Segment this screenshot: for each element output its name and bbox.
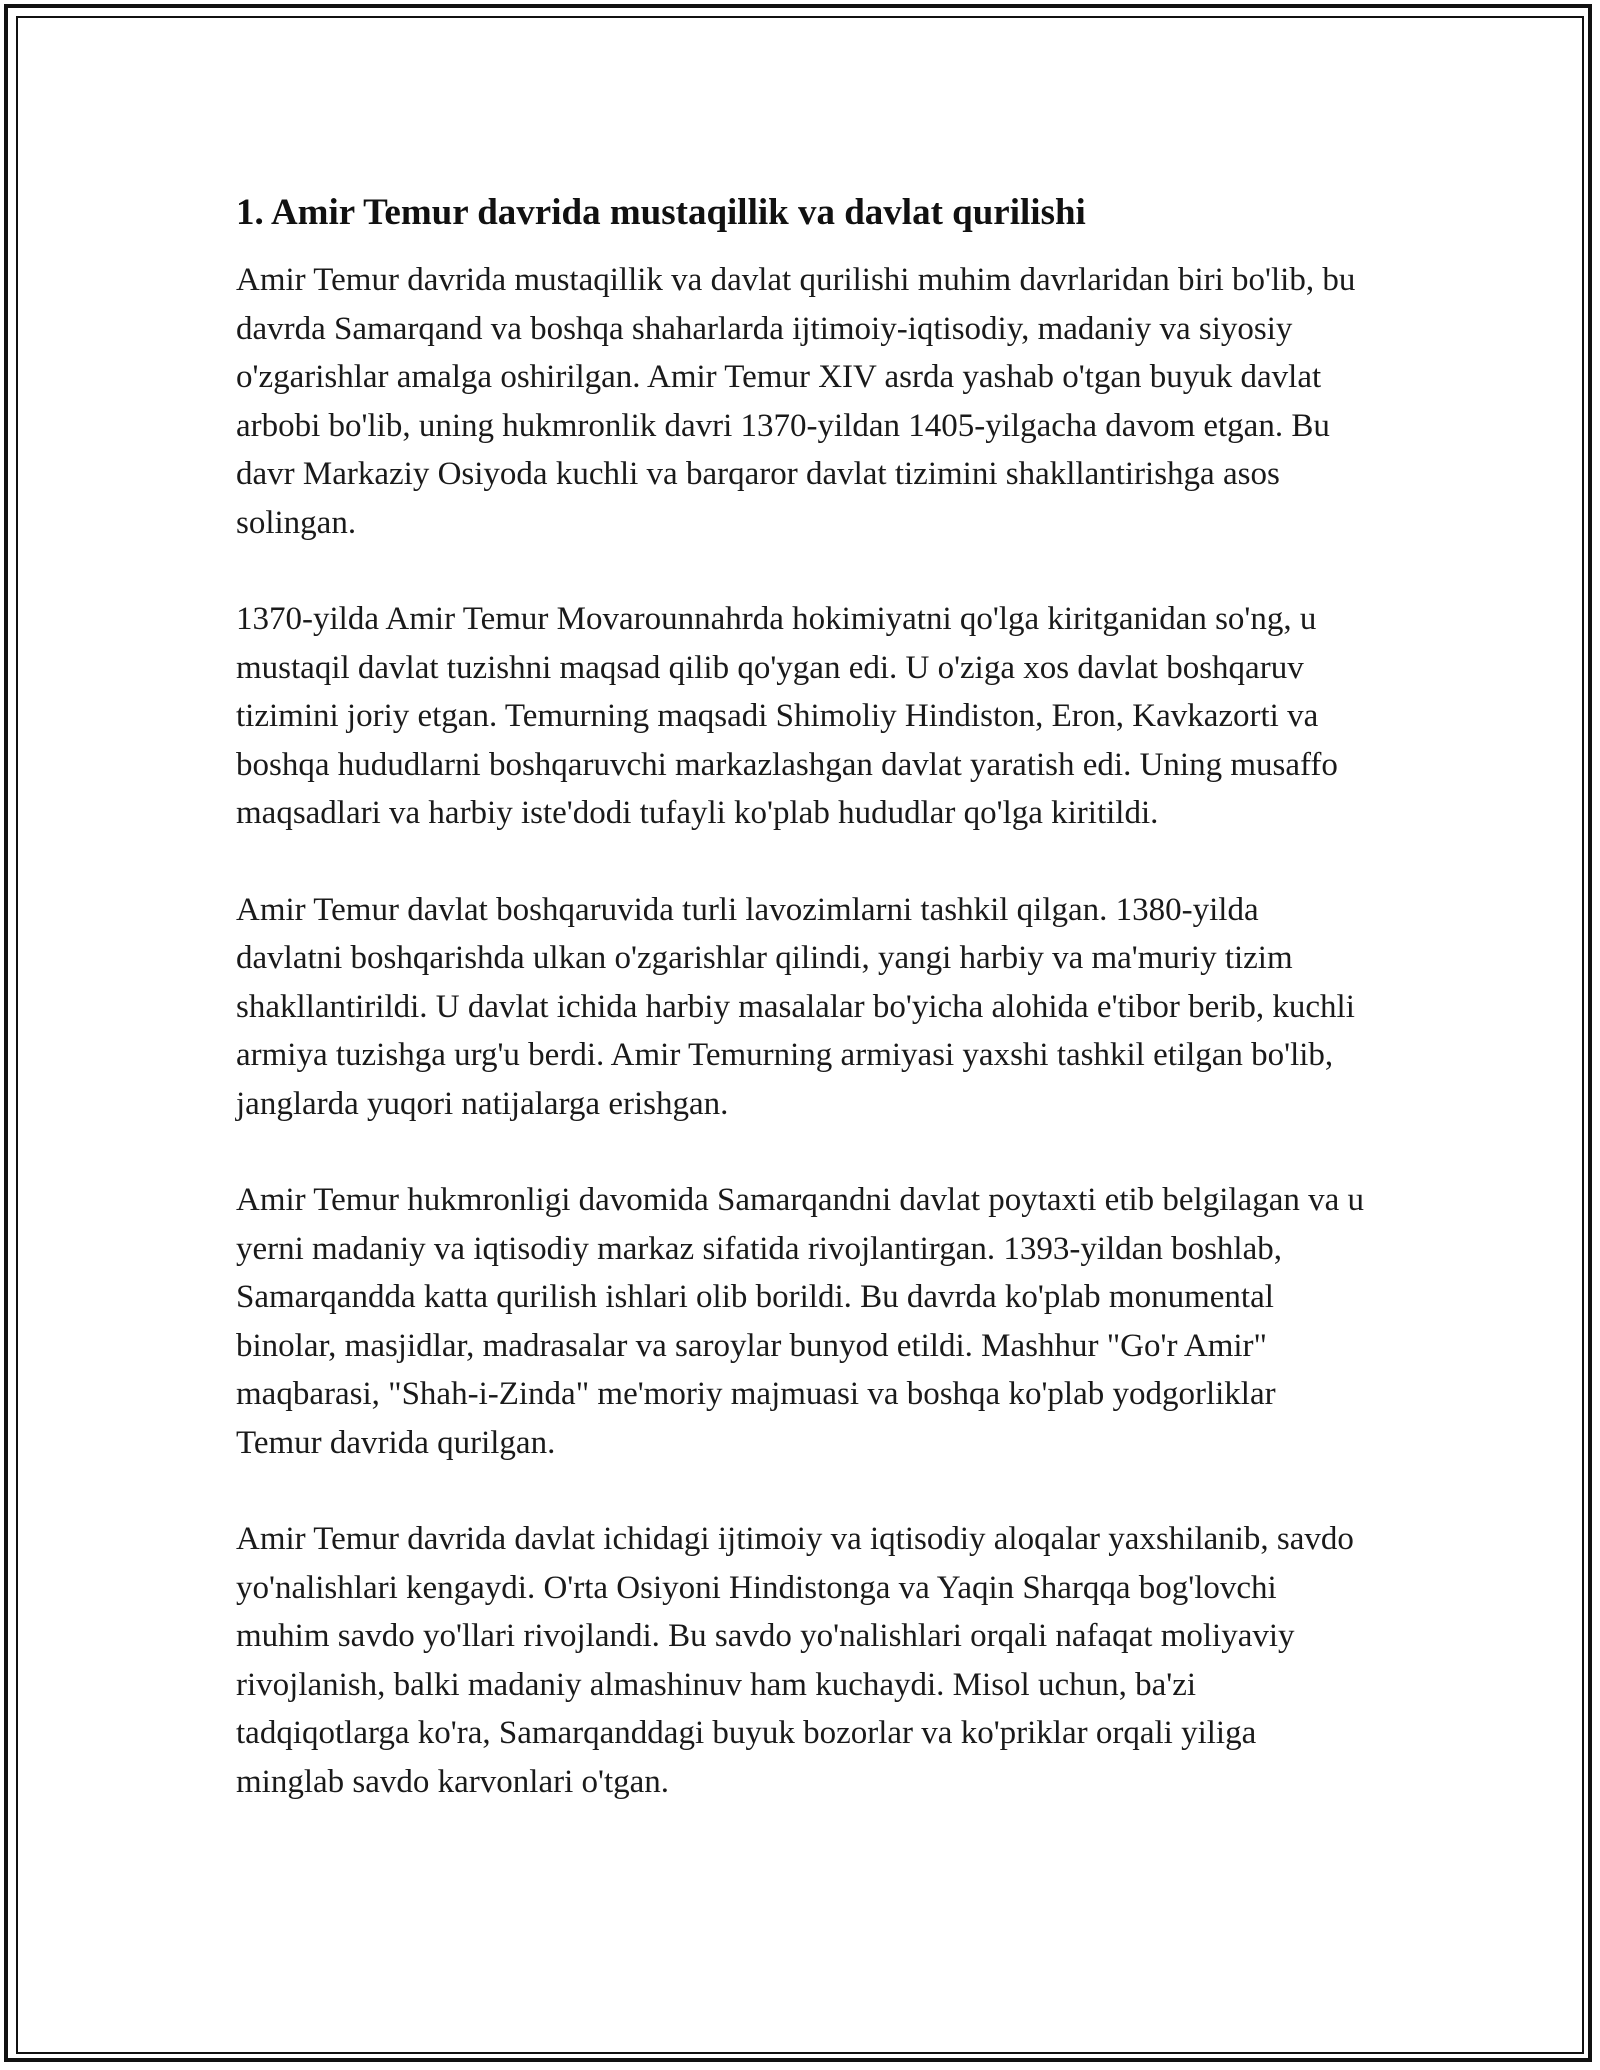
paragraph-5: Amir Temur davrida davlat ichidagi ijtimoiy va iqtisodiy aloqalar yaxshilanib, savdo yo'nalishlari kengaydi. O'rta Osiyoni Hindistonga va Yaqin Sharqqa bog'lovchi muhim savdo yo'llari rivojlandi. Bu savdo yo'nalishlari orqali nafaqat moliyaviy rivojlanish, balki madaniy almashinuv ham kuchaydi. Misol uchun, ba'zi tadqiqotlarga ko'ra, Samarqanddagi buyuk bozorlar va ko'priklar orqali yiliga minglab savdo karvonlari o'tgan. [236,1521,1354,1800]
paragraph-3: Amir Temur davlat boshqaruvida turli lavozimlarni tashkil qilgan. 1380-yilda davlatni boshqarishda ulkan o'zgarishlar qilindi, yangi harbiy va ma'muriy tizim shakllantirildi. U davlat ichida harbiy masalalar bo'yicha alohida e'tibor berib, kuchli armiya tuzishga urg'u berdi. Amir Temurning armiyasi yaxshi tashkil etilgan bo'lib, janglarda yuqori natijalarga erishgan. [236,891,1355,1122]
section-heading: 1. Amir Temur davrida mustaqillik va davlat qurilishi [236,192,1086,233]
paragraph-4: Amir Temur hukmronligi davomida Samarqandni davlat poytaxti etib belgilagan va u yerni madaniy va iqtisodiy markaz sifatida rivojlantirgan. 1393-yildan boshlab, Samarqandda katta qurilish ishlari olib borildi. Bu davrda ko'plab monumental binolar, masjidlar, madrasalar va saroylar bunyod etildi. Mashhur "Go'r Amir" maqbarasi, "Shah-i-Zinda" me'moriy majmuasi va boshqa ko'plab yodgorliklar Temur davrida qurilgan. [236,1182,1364,1461]
paragraph-1: Amir Temur davrida mustaqillik va davlat qurilishi muhim davrlaridan biri bo'lib, bu davrda Samarqand va boshqa shaharlarda ijtimoiy-iqtisodiy, madaniy va siyosiy o'zgarishlar amalga oshirilgan. Amir Temur XIV asrda yashab o'tgan buyuk davlat arbobi bo'lib, uning hukmronlik davri 1370-yildan 1405-yilgacha davom etgan. Bu davr Markaziy Osiyoda kuchli va barqaror davlat tizimini shakllantirishga asos solingan. [236,262,1356,541]
document-body [236,186,1366,1854]
paragraph-2: 1370-yilda Amir Temur Movarounnahrda hokimiyatni qo'lga kiritganidan so'ng, u mustaqil davlat tuzishni maqsad qilib qo'ygan edi. U o'ziga xos davlat boshqaruv tizimini joriy etgan. Temurning maqsadi Shimoliy Hindiston, Eron, Kavkazorti va boshqa hududlarni boshqaruvchi markazlashgan davlat yaratish edi. Uning musaffo maqsadlari va harbiy iste'dodi tufayli ko'plab hududlar qo'lga kiritildi. [236,601,1338,831]
